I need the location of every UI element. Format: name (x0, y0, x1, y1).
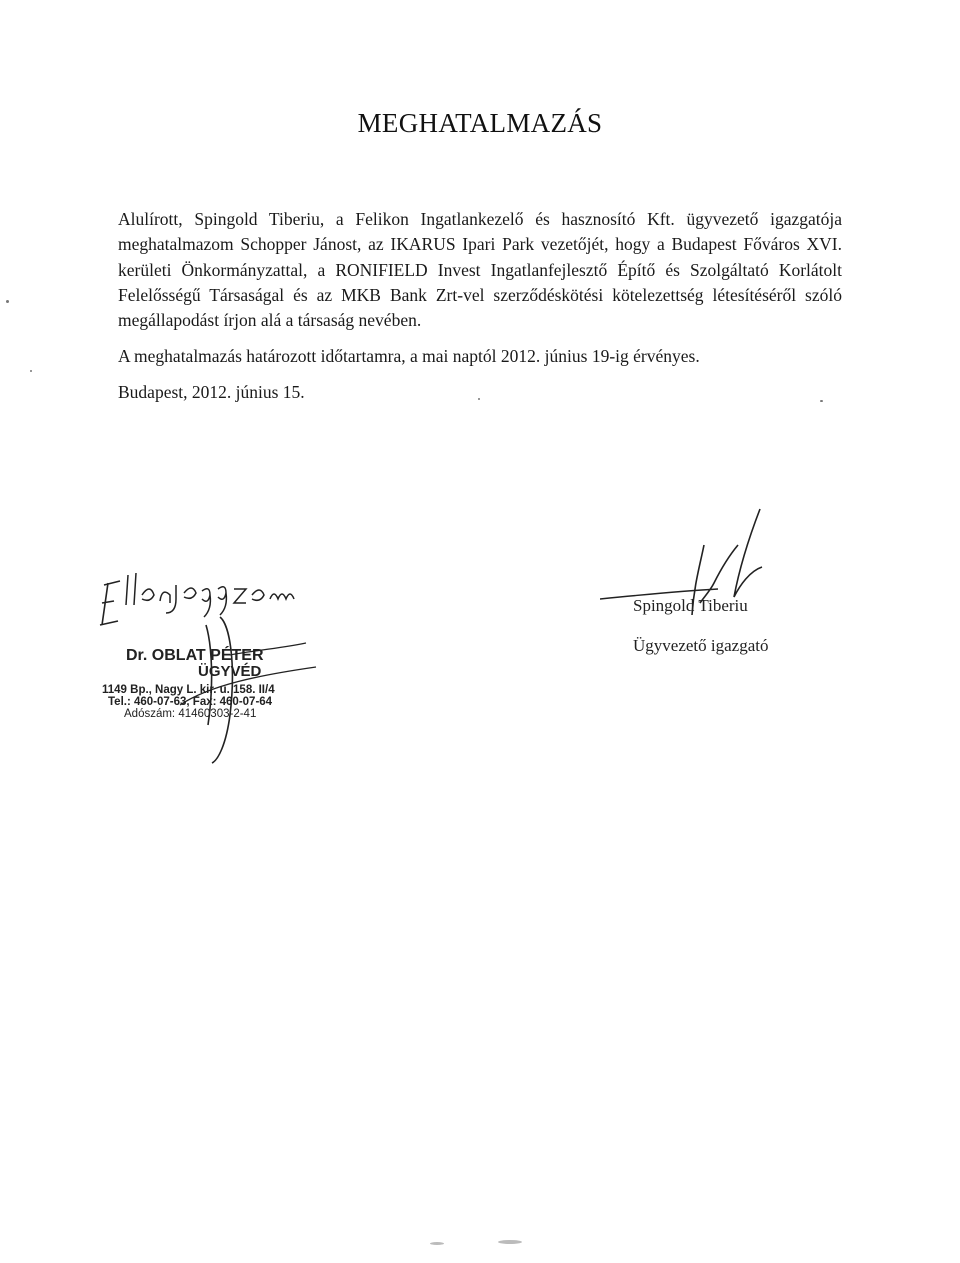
scan-speck (6, 300, 9, 303)
stamp-phone-fax: Tel.: 460-07-63, Fax: 460-07-64 (108, 696, 273, 708)
stamp-tax-id: Adószám: 41460303-2-41 (124, 708, 257, 720)
authorization-paragraph: Alulírott, Spingold Tiberiu, a Felikon Ingatlankezelő és hasznosító Kft. ügyvezető igazgatója meghatalmazom Schopper Jánost, az IKARUS Ipari Park vezetőjét, hogy a Budapest Főváros XVI. kerületi Önkormányzattal, a RONIFIELD Invest Ingatlanfejlesztő Építő és Szolgáltató Korlátolt Felelősségű Társaságal és az MKB Bank Zrt-vel szerződéskötési kötelezettség létesítéséről szóló megállapodást írjon alá a társaság nevében. (118, 209, 842, 331)
countersignature-block (80, 555, 340, 775)
scan-speck (478, 398, 480, 400)
stamp-address: 1149 Bp., Nagy L. kir. u. 158. II/4 (102, 684, 275, 696)
signer-name: Spingold Tiberiu (633, 596, 748, 615)
stamp-name: Dr. OBLAT PÉTER (126, 647, 264, 664)
scan-speck (30, 370, 32, 372)
stamp-role: ÜGYVÉD (198, 663, 262, 680)
document-body (118, 207, 842, 405)
place-date: Budapest, 2012. június 15. (118, 381, 305, 402)
scan-speck (430, 1242, 444, 1245)
document-title: MEGHATALMAZÁS (357, 108, 603, 138)
signer-title: Ügyvezető igazgató (633, 636, 769, 655)
scan-speck (820, 400, 823, 402)
scan-speck (498, 1240, 522, 1244)
lawyer-stamp (102, 647, 302, 720)
validity-paragraph: A meghatalmazás határozott időtartamra, a mai naptól 2012. június 19-ig érvényes. (118, 346, 700, 367)
